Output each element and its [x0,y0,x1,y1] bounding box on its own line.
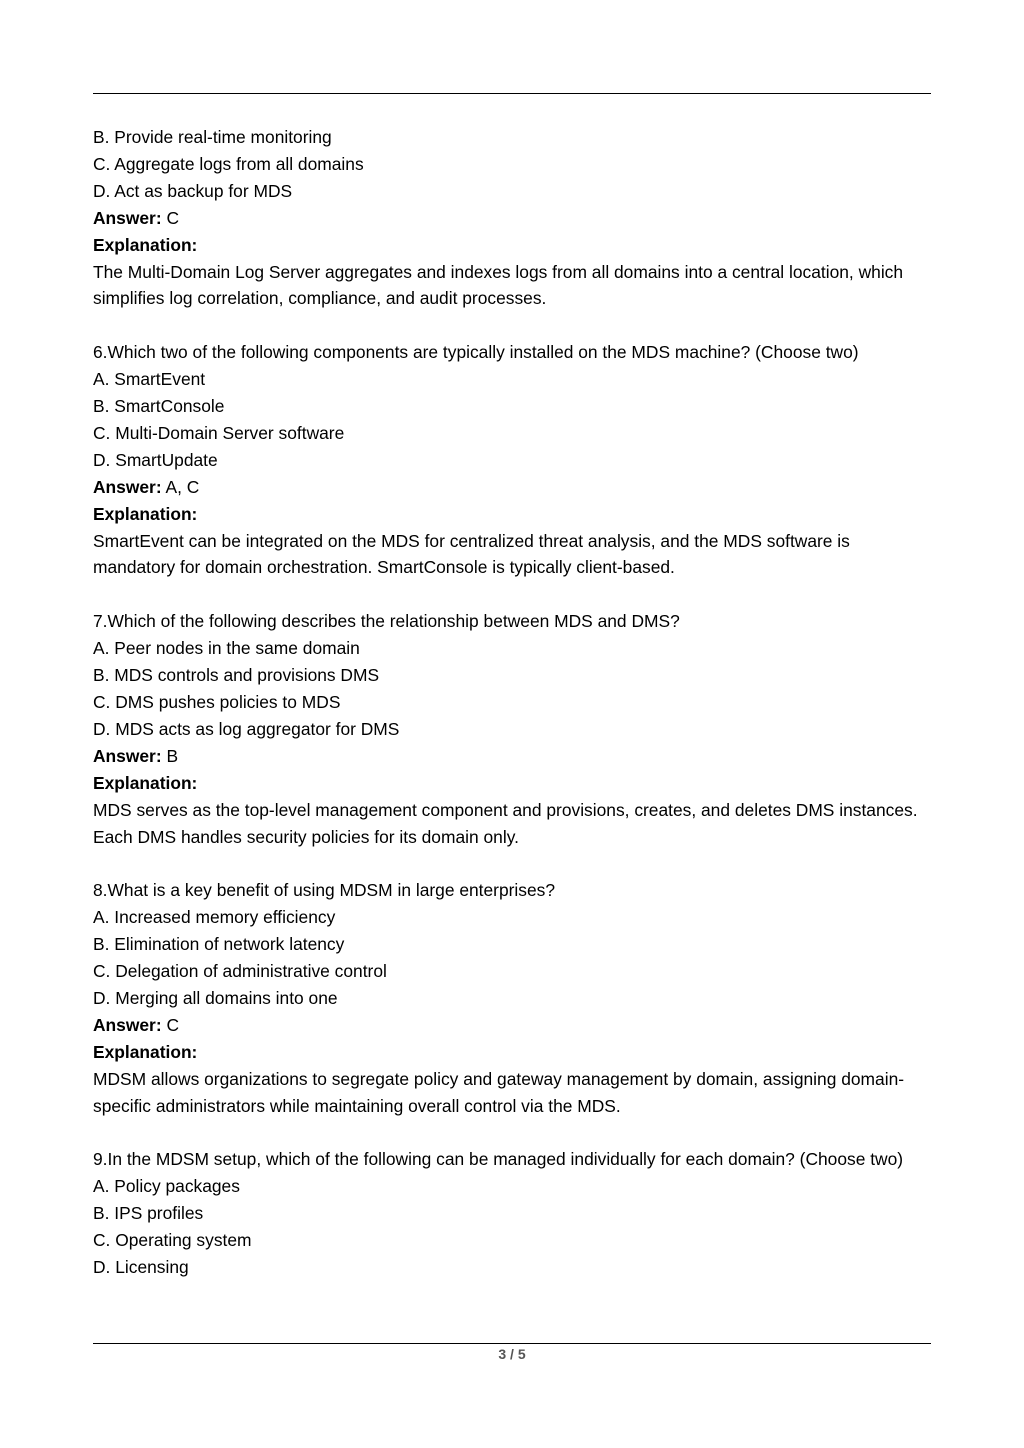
option-b: B. Elimination of network latency [93,934,345,955]
page-content [93,124,938,1281]
spacer [93,312,938,339]
answer-line [93,205,938,232]
explanation-label: Explanation: [93,772,198,793]
option-d: D. Act as backup for MDS [93,180,293,201]
explanation-text: SmartEvent can be integrated on the MDS for centralized threat analysis, and the MDS software is mandatory for domain orchestration. SmartConsole is typically client-based. [93,530,850,578]
option-d: D. Merging all domains into one [93,987,338,1008]
question-text: 9.In the MDSM setup, which of the following can be managed individually for each domain? (Choose two) [93,1149,904,1170]
answer-label: Answer: [93,1014,162,1035]
answer-line [93,743,938,770]
footer-rule [93,1343,931,1344]
explanation-text: MDSM allows organizations to segregate policy and gateway management by domain, assigning domain-specific administrators while maintaining overall control via the MDS. [93,1068,905,1116]
header-rule [93,93,931,94]
question-7 [93,608,938,850]
option-a: A. Policy packages [93,1176,240,1197]
option-d: D. Licensing [93,1257,189,1277]
option-a: A. Increased memory efficiency [93,907,336,928]
explanation-text: The Multi-Domain Log Server aggregates and indexes logs from all domains into a central location, which simplifies log correlation, compliance, and audit processes. [93,261,904,309]
spacer [93,581,938,608]
option-c: C. Multi-Domain Server software [93,422,345,443]
page-number: 3 / 5 [498,1346,526,1362]
explanation-label: Explanation: [93,503,198,524]
option-b: B. MDS controls and provisions DMS [93,665,380,686]
question-5-continued [93,124,938,312]
option-c: C. Aggregate logs from all domains [93,153,364,174]
answer-value: B [161,745,179,766]
option-c: C. DMS pushes policies to MDS [93,692,341,712]
option-c: C. Delegation of administrative control [93,961,387,982]
explanation-label: Explanation: [93,234,198,255]
option-b: B. Provide real-time monitoring [93,127,332,147]
question-8 [93,877,938,1119]
explanation-label: Explanation: [93,1041,198,1062]
option-c: C. Operating system [93,1230,252,1251]
option-d: D. SmartUpdate [93,449,218,470]
option-b: B. IPS profiles [93,1203,204,1224]
spacer [93,850,938,877]
option-a: A. Peer nodes in the same domain [93,638,360,659]
explanation-text: MDS serves as the top-level management component and provisions, creates, and deletes DMS instances. [93,799,918,820]
answer-value: A, C [161,476,200,497]
option-d: D. MDS acts as log aggregator for DMS [93,718,400,739]
answer-value: C [161,207,180,228]
answer-value: C [161,1014,180,1035]
question-9 [93,1146,938,1281]
answer-label: Answer: [93,476,162,497]
answer-label: Answer: [93,207,162,228]
answer-label: Answer: [93,745,162,766]
question-6 [93,339,938,581]
question-text: 6.Which two of the following components are typically installed on the MDS machine? (Choose two) [93,342,859,363]
question-text: 7.Which of the following describes the relationship between MDS and DMS? [93,611,680,632]
answer-line [93,474,938,501]
option-b: B. SmartConsole [93,396,225,417]
spacer [93,1119,938,1146]
answer-line [93,1012,938,1039]
option-a: A. SmartEvent [93,369,206,390]
question-text: 8.What is a key benefit of using MDSM in large enterprises? [93,880,556,901]
explanation-text: Each DMS handles security policies for its domain only. [93,826,519,847]
